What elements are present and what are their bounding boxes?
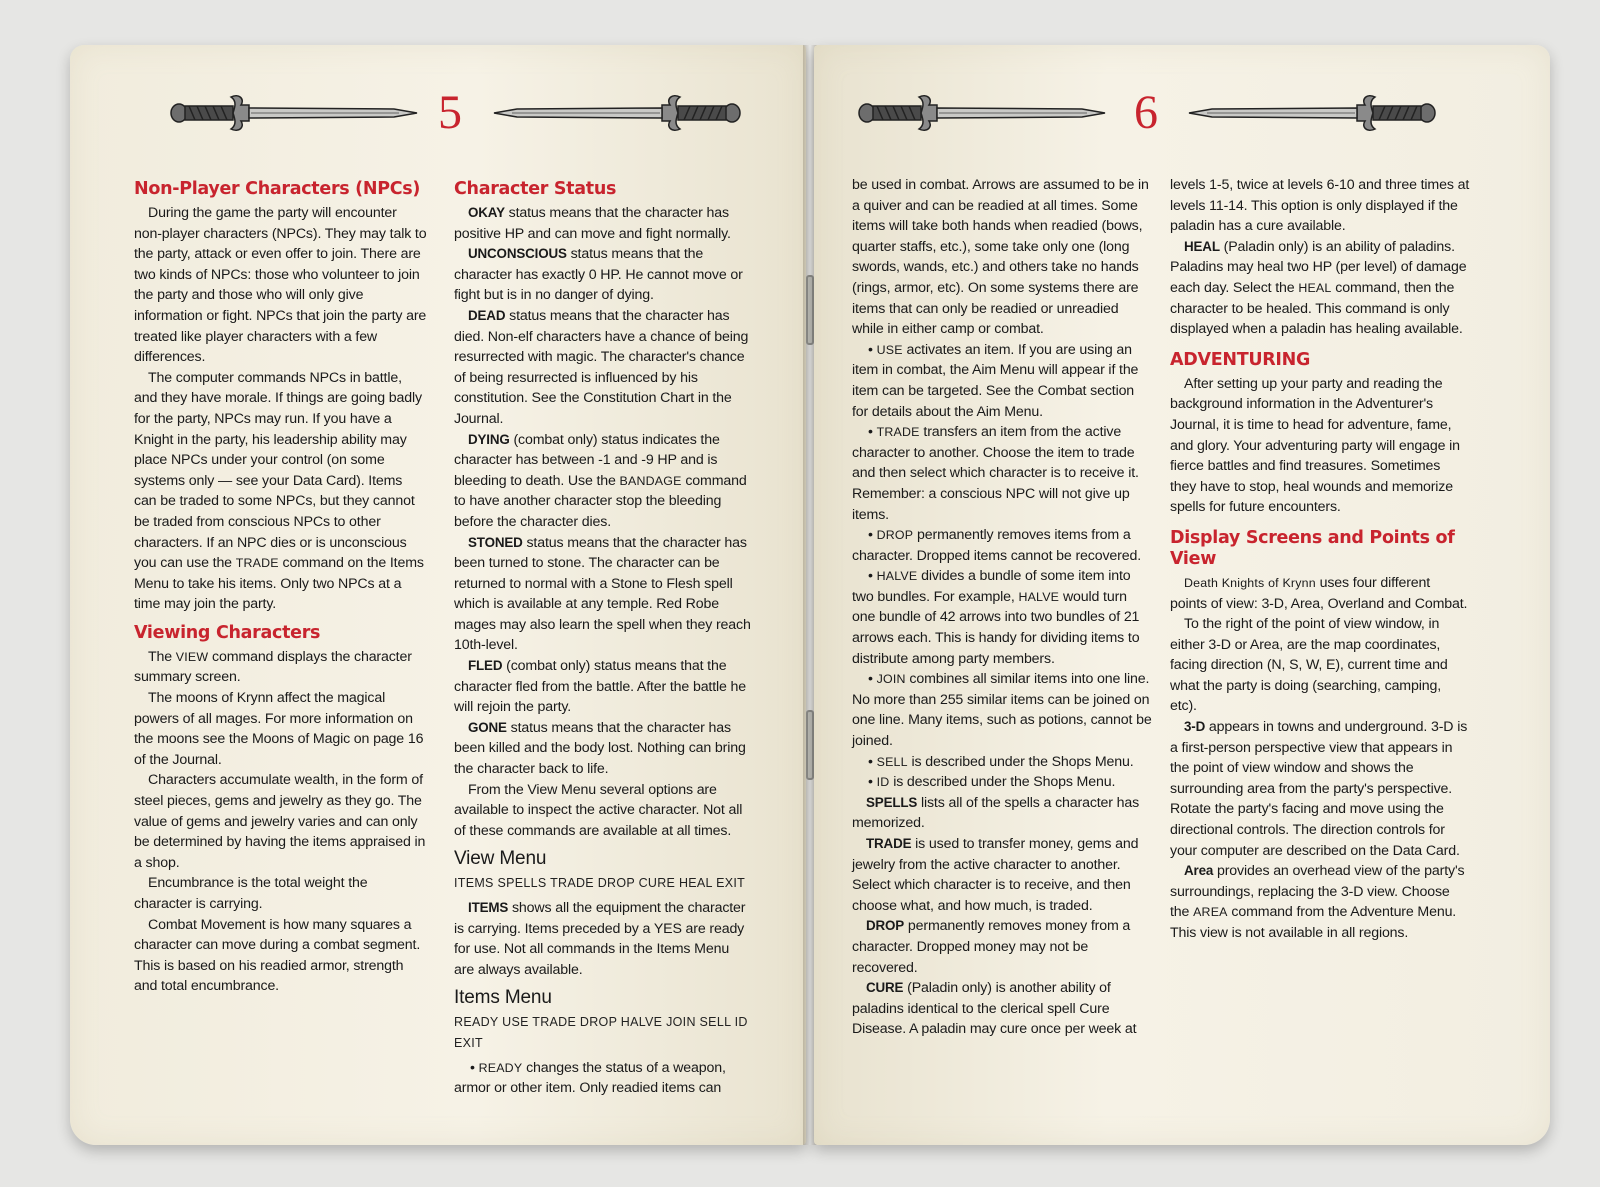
paragraph: The VIEW command displays the character summary screen. — [134, 648, 412, 686]
right-page — [814, 45, 1550, 1145]
paragraph: Area provides an overhead view of the party's surroundings, replacing the 3-D view. Choose the AREA command from the Adventure Menu. This view is not available in all regions. — [1170, 863, 1465, 941]
staple — [806, 710, 814, 780]
section-heading-npcs: Non-Player Characters (NPCs) — [134, 179, 421, 199]
paragraph: be used in combat. Arrows are assumed to be in a quiver and can be readied at all times. Some items will take both hands when readied (bows, quarter staffs, etc.), some take only one (long swords, wands, etc.) and others take no hands (rings, armor, etc). On some systems there are items that can only be readied or unreadied while in either camp or combat. — [852, 177, 1149, 338]
paragraph: The moons of Krynn affect the magical powers of all mages. For more information on the moons see the Moons of Magic on page 16 of the Journal. — [134, 690, 424, 768]
sword-icon — [486, 91, 748, 135]
paragraph: STONED status means that the character has been turned to stone. The character can be returned to normal with a Stone to Flesh spell which is available at any temple. Red Robe mages may also learn the spell when they reach 10th-level. — [454, 534, 751, 654]
paragraph: GONE status means that the character has been killed and the body lost. Nothing can bring the character back to life. — [454, 719, 746, 778]
sword-icon — [850, 91, 1114, 135]
paragraph: DROP permanently removes money from a character. Dropped money may not be recovered. — [852, 918, 1131, 976]
paragraph: • TRADE transfers an item from the active character to another. Choose the item to trade and then select which character is to receive it. Remember: a conscious NPC will not give up items. — [852, 424, 1139, 523]
page-number: 5 — [438, 86, 462, 139]
paragraph: Death Knights of Krynn uses four different points of view: 3-D, Area, Overland and Combat. — [1170, 574, 1468, 612]
paragraph: Characters accumulate wealth, in the form of steel pieces, gems and jewelry as they go. The value of gems and jewelry varies and can only be determined by having the items appraised in a shop. — [134, 772, 426, 871]
paragraph: The computer commands NPCs in battle, and they have morale. If things are going badly for the party, NPCs may run. If you have a Knight in the party, his leadership ability may place NPCs under your control (on some systems only — see your Data Card). Items can be traded to some NPCs, but they cannot be traded from conscious NPCs to other characters. If an NPC dies or is unconscious you can use the TRADE command on the Items Menu to take his items. Only two NPCs at a time may join the party. — [134, 369, 424, 613]
paragraph: levels 1-5, twice at levels 6-10 and three times at levels 11-14. This option is only displayed if the paladin has a cure available. — [1170, 177, 1470, 235]
paragraph: • USE activates an item. If you are using an item in combat, the Aim Menu will appear if the item can be targeted. See the Combat section for details about the Aim Menu. — [852, 341, 1139, 420]
paragraph: • DROP permanently removes items from a character. Dropped items cannot be recovered. — [852, 527, 1141, 564]
paragraph: • SELL is described under the Shops Menu. — [868, 753, 1134, 770]
paragraph: • HALVE divides a bundle of some item into two bundles. For example, HALVE would turn one bundle of 42 arrows into two bundles of 21 arrows each. This is handy for dividing items to distribute among party members. — [852, 568, 1140, 667]
paragraph: CURE (Paladin only) is another ability of paladins identical to the clerical spell Cure Disease. A paladin may cure once per week at — [852, 980, 1137, 1038]
sword-icon — [1180, 91, 1444, 135]
left-page — [70, 45, 806, 1145]
paragraph: From the View Menu several options are available to inspect the active character. Not all of these commands are available at all times. — [454, 781, 743, 839]
view-menu-commands: ITEMS SPELLS TRADE DROP CURE HEAL EXIT — [454, 876, 746, 891]
paragraph: • ID is described under the Shops Menu. — [868, 774, 1116, 791]
paragraph: OKAY status means that the character has positive HP and can move and fight normally. — [454, 205, 731, 242]
view-menu-heading: View Menu — [454, 848, 547, 870]
paragraph: To the right of the point of view window, in either 3-D or Area, are the map coordinates, facing direction (N, S, W, E), current time and what the party is doing (searching, camping, etc). — [1170, 616, 1448, 715]
paragraph: Encumbrance is the total weight the character is carrying. — [134, 875, 368, 912]
paragraph: • JOIN combines all similar items into one line. No more than 255 similar items can be joined on one line. Many items, such as potions, cannot be joined. — [852, 671, 1152, 750]
section-heading-viewing: Viewing Characters — [134, 622, 321, 643]
column-4 — [1170, 175, 1470, 944]
section-heading-status: Character Status — [454, 179, 617, 199]
column-2 — [454, 175, 752, 1099]
paragraph: ITEMS shows all the equipment the character is carrying. Items preceded by a YES are ready for use. Not all commands in the Items Menu are always available. — [454, 900, 746, 978]
paragraph: DYING (combat only) status indicates the character has between -1 and -9 HP and is bleeding to death. Use the BANDAGE command to have another character stop the bleeding before the character dies. — [454, 431, 747, 530]
paragraph: TRADE is used to transfer money, gems and jewelry from the active character to another. Select which character is to receive, and then choose what, and how much, is traded. — [852, 836, 1139, 914]
paragraph: 3-D appears in towns and underground. 3-D is a first-person perspective view that appears in the point of view window and shows the surrounding area from the party's perspective. Rotate the party's facing and move using the directional controls. The direction controls for your computer are described on the Data Card. — [1170, 719, 1468, 859]
items-menu-commands: READY USE TRADE DROP HALVE JOIN SELL ID EXIT — [454, 1015, 748, 1050]
booklet — [70, 45, 1550, 1155]
paragraph: DEAD status means that the character has died. Non-elf characters have a chance of being resurrected with magic. The character's chance of being resurrected is influenced by his constitution. See the Constitution Chart in the Journal. — [454, 307, 749, 427]
column-3 — [852, 175, 1152, 1040]
paragraph: After setting up your party and reading the background information in the Adventurer's Journal, it is time to head for adventure, fame, and glory. Your adventuring party will engage in fierce battles and find treasures. Sometimes they have to stop, heal wounds and memorize spells for future encounters. — [1170, 375, 1460, 516]
staple — [806, 275, 814, 345]
paragraph: FLED (combat only) status means that the character fled from the battle. After the battle he will rejoin the party. — [454, 658, 747, 716]
paragraph: Combat Movement is how many squares a character can move during a combat segment. This is based on his readied armor, strength and total encumbrance. — [134, 916, 421, 995]
items-menu-heading: Items Menu — [454, 987, 552, 1009]
paragraph: During the game the party will encounter non-player characters (NPCs). They may talk to the party, attack or even offer to join. There are two kinds of NPCs: those who volunteer to join the party and those who will only give information or fight. NPCs that join the party are treated like player characters with a few differences. — [134, 205, 427, 366]
section-heading-adventuring: ADVENTURING — [1170, 349, 1311, 370]
sword-icon — [168, 91, 420, 135]
section-heading-display: Display Screens and Points of View — [1170, 527, 1455, 569]
page-number: 6 — [1134, 86, 1158, 139]
page-header-left — [70, 83, 806, 143]
page-header-right — [814, 83, 1550, 143]
column-1 — [134, 175, 428, 997]
paragraph: HEAL (Paladin only) is an ability of paladins. Paladins may heal two HP (per level) of damage each day. Select the HEAL command, then the character to be healed. This command is only displayed when a paladin has healing available. — [1170, 238, 1467, 338]
paragraph: SPELLS lists all of the spells a character has memorized. — [852, 794, 1140, 832]
paragraph: • READY changes the status of a weapon, armor or other item. Only readied items can — [454, 1059, 726, 1097]
paragraph: UNCONSCIOUS status means that the character has exactly 0 HP. He cannot move or fight but is in no danger of dying. — [454, 246, 743, 304]
